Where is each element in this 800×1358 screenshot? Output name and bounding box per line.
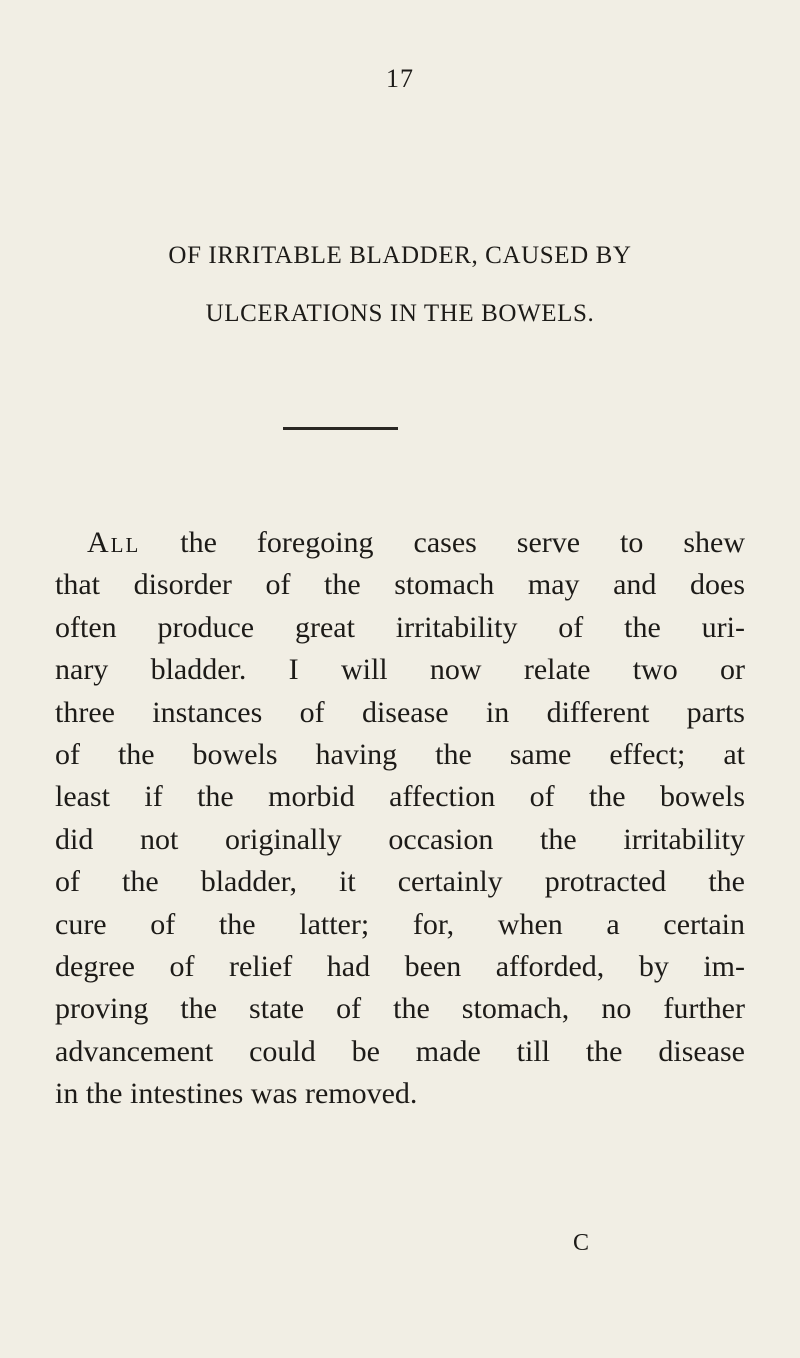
paragraph-line: of the bowels having the same effect; at: [55, 737, 745, 771]
paragraph-line: least if the morbid affection of the bowels: [55, 780, 745, 814]
chapter-title-line-1: OF IRRITABLE BLADDER, CAUSED BY: [168, 242, 632, 269]
paragraph-line: of the bladder, it certainly protracted the: [55, 865, 745, 899]
paragraph-line-1: [55, 522, 745, 564]
paragraph-line: degree of relief had been afforded, by im-: [55, 949, 745, 983]
paragraph-line: nary bladder. I will now relate two or: [55, 653, 745, 687]
paragraph-line: often produce great irritability of the uri-: [55, 610, 745, 644]
opening-word: All: [87, 526, 141, 559]
section-divider-rule: [283, 427, 398, 430]
paragraph-line: that disorder of the stomach may and does: [55, 568, 745, 602]
paragraph-line-last: in the intestines was removed.: [55, 1077, 418, 1111]
chapter-title-line-2: ULCERATIONS IN THE BOWELS.: [205, 300, 595, 327]
signature-mark: C: [573, 1230, 590, 1256]
paragraph-line: proving the state of the stomach, no further: [55, 992, 745, 1026]
paragraph-line: did not originally occasion the irritability: [55, 822, 745, 856]
paragraph-line: cure of the latter; for, when a certain: [55, 907, 745, 941]
paragraph-line-1-text: the foregoing cases serve to shew: [140, 526, 745, 559]
paragraph-line: advancement could be made till the disease: [55, 1034, 745, 1068]
page-number: 17: [386, 64, 414, 93]
paragraph-line: three instances of disease in different parts: [55, 695, 745, 729]
body-paragraph: [55, 522, 745, 1115]
